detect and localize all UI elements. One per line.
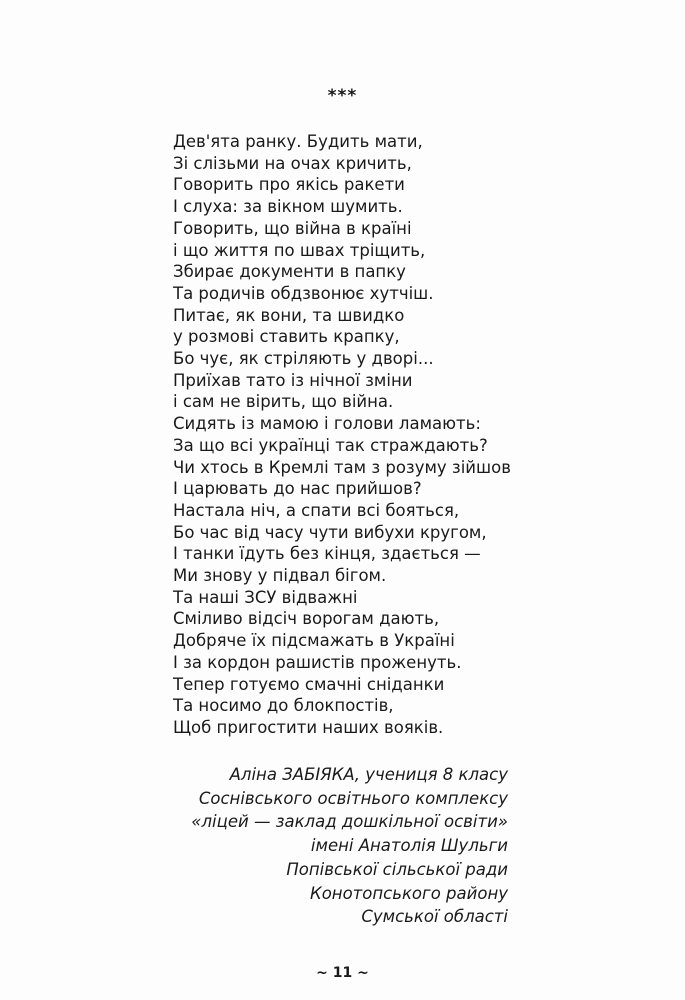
poem [173, 131, 511, 739]
poem-line: І царювать до нас прийшов? [173, 479, 422, 499]
poem-line: Приїхав тато із нічної зміни [173, 370, 413, 390]
poem-line: Настала ніч, а спати всі бояться, [173, 500, 460, 520]
signature-line: «ліцей — заклад дошкільної освіти» [191, 812, 508, 832]
signature-line: Сумської області [361, 907, 508, 927]
poem-line: Добряче їх підсмажать в Україні [173, 631, 455, 651]
signature-line: Конотопського району [309, 883, 508, 903]
signature-line: імені Анатолія Шульги [310, 836, 508, 856]
poem-line: Чи хтось в Кремлі там з розуму зійшов [173, 457, 511, 477]
poem-line: За що всі українці так страждають? [173, 435, 488, 455]
poem-line: І за кордон рашистів проженуть. [173, 652, 462, 672]
poem-line: Говорить про якісь ракети [173, 175, 405, 195]
signature-line: Соснівського освітнього комплексу [198, 788, 508, 808]
author-signature [191, 763, 508, 929]
poem-line: І слуха: за вікном шумить. [173, 197, 403, 217]
poem-line: Говорить, що війна в країні [173, 218, 412, 238]
poem-line: І танки їдуть без кінця, здається — [173, 544, 481, 564]
poem-line: Щоб пригостити наших вояків. [173, 717, 444, 737]
poem-line: і сам не вірить, що війна. [173, 392, 394, 412]
page-number: ~ 11 ~ [316, 965, 369, 981]
poem-line: Та носимо до блокпостів, [173, 696, 394, 716]
poem-line: у розмові ставить крапку, [173, 327, 400, 347]
poem-line: Збирає документи в папку [173, 262, 406, 282]
poem-line: Дев'ята ранку. Будить мати, [173, 132, 423, 151]
poem-line: Сидять із мамою і голови ламають: [173, 414, 481, 434]
poem-line: Та родичів обдзвонює хутчіш. [173, 283, 434, 303]
poem-line: Зі слізьми на очах кричить, [173, 153, 412, 173]
poem-line: Ми знову у підвал бігом. [173, 566, 387, 586]
poem-line: Тепер готуємо смачні сніданки [173, 674, 445, 694]
signature-line: Попівської сільської ради [286, 859, 508, 879]
poem-line: і що життя по швах тріщить, [173, 240, 426, 260]
signature-line: Аліна ЗАБІЯКА, учениця 8 класу [229, 765, 508, 784]
poem-line: Сміливо відсіч ворогам дають, [173, 609, 440, 629]
poem-line: Та наші ЗСУ відважні [173, 587, 358, 607]
poem-line: Бо час від часу чути вибухи кругом, [173, 522, 487, 542]
poem-line: Бо чує, як стріляють у дворі... [173, 349, 434, 369]
poem-line: Питає, як вони, та швидко [173, 305, 405, 325]
section-separator: *** [327, 86, 358, 106]
